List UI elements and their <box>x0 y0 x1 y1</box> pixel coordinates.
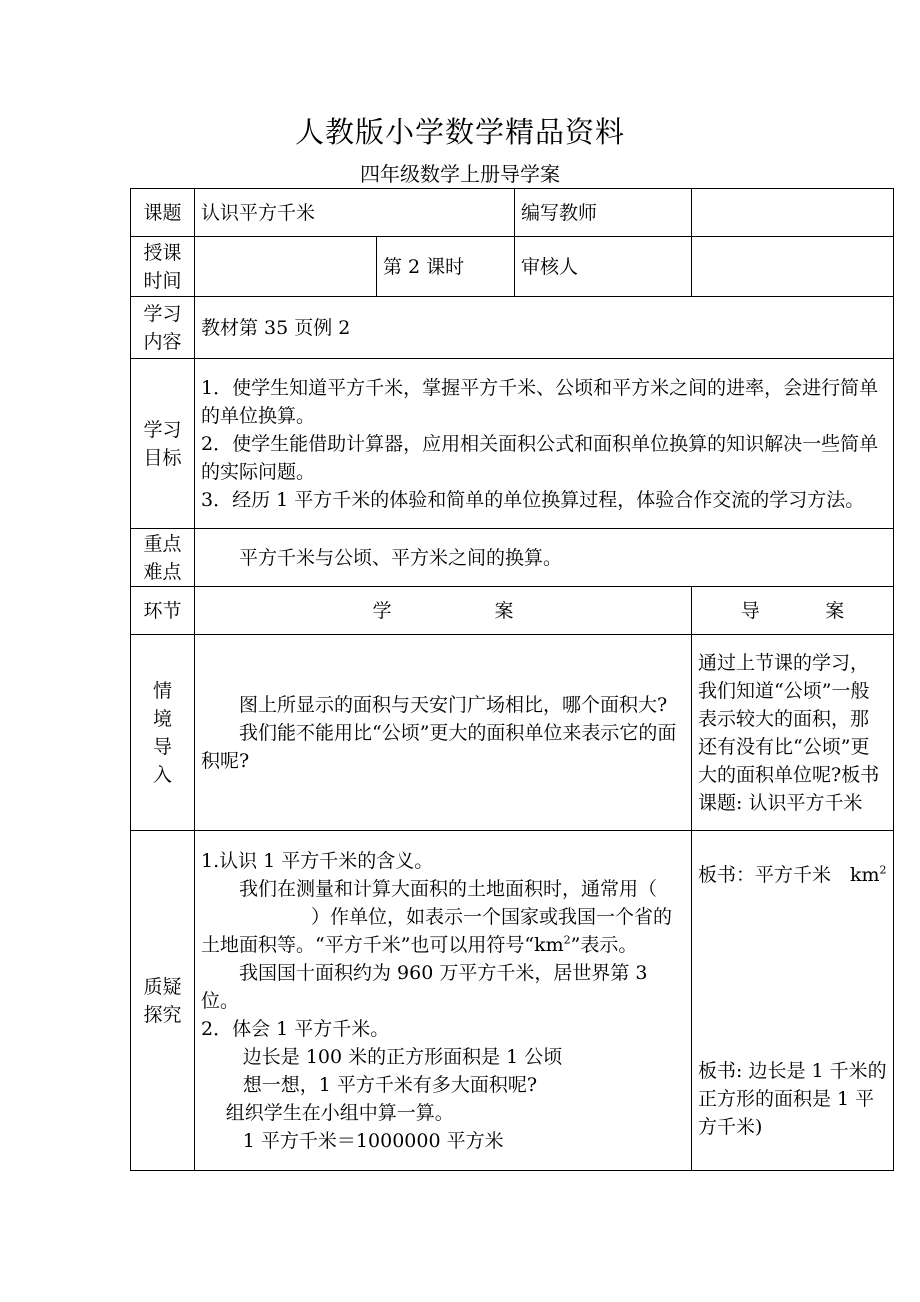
time-value <box>195 237 377 297</box>
key-label-line-2: 难点 <box>143 560 182 583</box>
reviewer-value <box>692 237 894 297</box>
goals-label-line-2: 目标 <box>143 446 182 469</box>
xuean-header <box>195 587 692 635</box>
lesson-number: 第 2 课时 <box>377 237 515 297</box>
author-label: 编写教师 <box>515 189 692 237</box>
guide-km-superscript: 2 <box>879 863 887 877</box>
time-row <box>131 237 894 297</box>
content-label-line-1: 学习 <box>143 302 182 325</box>
xuean-header-char-1: 学 <box>372 599 392 622</box>
content-row <box>131 297 894 359</box>
intro-xuean <box>195 635 692 831</box>
phase-header-row <box>131 587 894 635</box>
goals-row <box>131 359 894 529</box>
explore-label <box>131 831 195 1171</box>
daoan-header <box>692 587 894 635</box>
section-2-line: 想一想，1 平方千米有多大面积呢? <box>242 1073 538 1096</box>
explore-daoan <box>692 831 894 1171</box>
time-label-line-1: 授课 <box>143 241 182 264</box>
intro-label-char: 情 <box>152 679 172 702</box>
fill-in-text-end: ”表示。 <box>570 933 638 956</box>
intro-row <box>131 635 894 831</box>
key-text-line: 平方千米与公顷、平方米之间的换算。 <box>239 546 563 569</box>
guide-board-2: 板书: 边长是 1 千米的正方形的面积是 1 平方千米) <box>698 1059 887 1138</box>
fill-in-text-before: 我们在测量和计算大面积的土地面积时，通常用（ <box>239 877 658 900</box>
phase-label: 环节 <box>131 587 195 635</box>
section-1-paragraph-1 <box>201 875 685 959</box>
section-1-paragraph-2: 我国国十面积约为 960 万平方千米，居世界第 3 位。 <box>201 961 648 1012</box>
explore-row <box>131 831 894 1171</box>
goals-label-line-1: 学习 <box>143 418 182 441</box>
lesson-plan-table <box>130 188 894 1171</box>
goals-label <box>131 359 195 529</box>
section-2-title: 2．体会 1 平方千米。 <box>201 1017 390 1040</box>
daoan-header-char-2: 案 <box>825 599 845 622</box>
content-label <box>131 297 195 359</box>
explore-label-line-2: 探究 <box>143 1003 182 1026</box>
key-row <box>131 529 894 587</box>
explore-xuean <box>195 831 692 1171</box>
intro-paragraph: 我们能不能用比“公顷”更大的面积单位来表示它的面积呢? <box>201 721 677 772</box>
goal-item: 1．使学生知道平方千米，掌握平方千米、公顷和平方米之间的进率，会进行简单的单位换算。 <box>201 376 879 427</box>
time-label <box>131 237 195 297</box>
section-2-line: 组织学生在小组中算一算。 <box>225 1101 454 1124</box>
document-subtitle: 四年级数学上册导学案 <box>360 162 560 186</box>
intro-label-char: 入 <box>152 763 172 786</box>
section-2-line: 边长是 100 米的正方形面积是 1 公顷 <box>242 1045 563 1068</box>
topic-value: 认识平方千米 <box>195 189 515 237</box>
goal-item: 3．经历 1 平方千米的体验和简单的单位换算过程，体验合作交流的学习方法。 <box>201 488 865 511</box>
reviewer-label: 审核人 <box>515 237 692 297</box>
key-label-line-1: 重点 <box>143 532 182 555</box>
intro-paragraph: 图上所显示的面积与天安门广场相比，哪个面积大? <box>239 693 668 716</box>
xuean-header-char-2: 案 <box>494 599 514 622</box>
intro-label <box>131 635 195 831</box>
content-label-line-2: 内容 <box>143 330 182 353</box>
guide-board-1-text: 板书：平方千米 km <box>698 863 880 886</box>
goal-item: 2．使学生能借助计算器，应用相关面积公式和面积单位换算的知识解决一些简单的实际问题。 <box>201 432 879 483</box>
author-value <box>692 189 894 237</box>
topic-row <box>131 189 894 237</box>
intro-label-char: 导 <box>152 735 172 758</box>
guide-board-1 <box>698 861 887 889</box>
key-text <box>195 529 894 587</box>
fill-in-text-after: ）作单位，如表示一个国家或我国一个省的土地面积等。“平方千米”也可以用符号“km <box>201 905 673 956</box>
key-label <box>131 529 195 587</box>
intro-label-char: 境 <box>152 707 172 730</box>
topic-label: 课题 <box>131 189 195 237</box>
explore-label-line-1: 质疑 <box>143 975 182 998</box>
intro-daoan: 通过上节课的学习，我们知道“公顷”一般表示较大的面积，那还有没有比“公顷”更大的面积单位呢?板书课题: 认识平方千米 <box>692 635 894 831</box>
document-title: 人教版小学数学精品资料 <box>294 115 625 149</box>
time-label-line-2: 时间 <box>143 269 182 292</box>
km-superscript: 2 <box>563 933 571 947</box>
section-1-title: 1.认识 1 平方千米的含义。 <box>201 849 434 872</box>
section-2-line: 1 平方千米＝1000000 平方米 <box>242 1129 504 1152</box>
goals-content <box>195 359 894 529</box>
content-value: 教材第 35 页例 2 <box>195 297 894 359</box>
daoan-header-char-1: 导 <box>740 599 760 622</box>
